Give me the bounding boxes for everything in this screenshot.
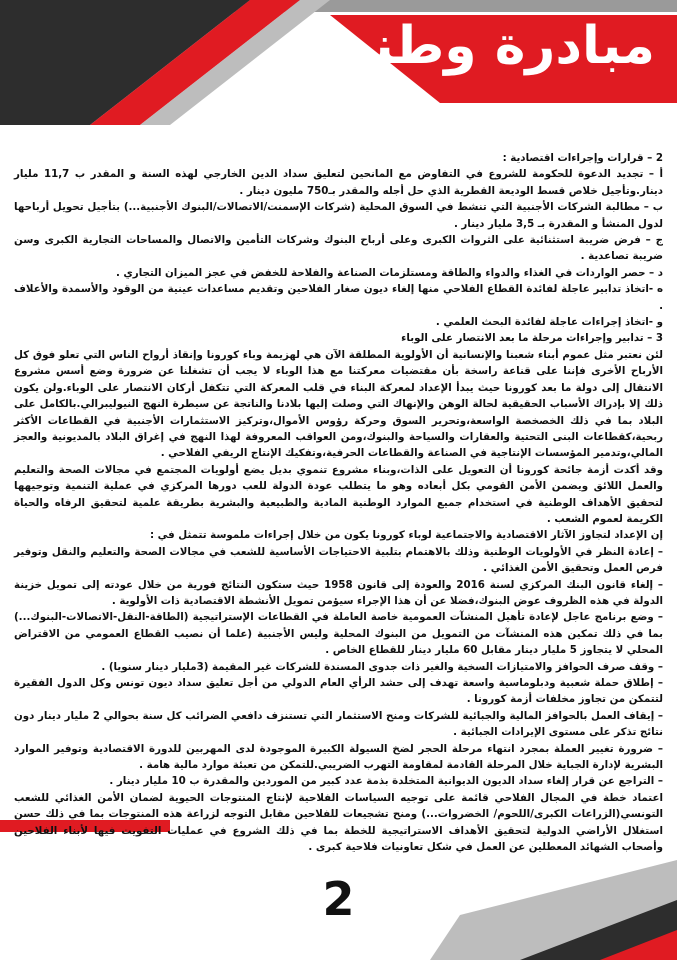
- section-heading: 3 – تدابير وإجراءات مرحلة ما بعد الانتصار على الوباء: [401, 332, 663, 345]
- paragraph: اعتماد خطة في المجال الفلاحي قائمة على توجيه السياسات الفلاحية لإنتاج المنتوجات الحيوية لضمان الأمن الغذائي للشعب التونسي(الزراعات الكبرى/اللحوم/ الخضروات...) ومنح تشجيعات للفلاحين مقابل التوجه لزراعة هذه المنتوجات بما في ذلك حسن استغلال الأراضي الدولية لتحقيق الأهداف الاستراتيجية للخطة بما في ذلك الشروع في عمليات التفويت فيها لأبناء الفلاحين وأصحاب الشهائد المعطلين عن العمل في شكل تعاونيات فلاحية كبرى .: [14, 791, 663, 854]
- page-number: 2: [322, 872, 355, 926]
- list-item: – وضع برنامج عاجل لإعادة تأهيل المنشآت العمومية خاصة العاملة في القطاعات الإستراتيجية (الطاقة-النقل-الاتصالات-البنوك...) بما في ذلك تمكين هذه المنشآت من التمويل من البنوك المحلية وليس الأجنبية (علما أن نصيب القطاع العمومي من الاقتراض المحلي لا يتجاوز 5 مليار دينار مقابل 60 مليار دينار للقطاع الخاص .: [14, 611, 663, 657]
- article-body: [14, 150, 663, 855]
- paragraph: و -اتخاذ إجراءات عاجلة لفائدة البحث العلمي .: [435, 316, 663, 329]
- paragraph: ه -اتخاذ تدابير عاجلة لفائدة القطاع الفلاحي منها إلغاء ديون صغار الفلاحين وتقديم مساعدات عينية من الوقود والأسمدة والأعلاف .: [14, 283, 663, 312]
- page-title: مبادرة وطنية: [321, 16, 655, 76]
- section-heading: 2 – قرارات وإجراءات اقتصادية :: [502, 152, 663, 164]
- paragraph: ج – فرض ضريبة استثنائية على الثروات الكبرى وعلى أرباح البنوك وشركات التأمين والاتصال والمساحات التجارية الكبرى وسن ضريبة تصاعدية .: [14, 234, 663, 263]
- list-item: – إطلاق حملة شعبية ودبلوماسية واسعة تهدف إلى حشد الرأي العام الدولي من أجل تعليق سداد ديون تونس وكل الدول الفقيرة لتتمكن من تجاوز مخلفات أزمة كورونا .: [14, 677, 663, 706]
- list-item: – إيقاف العمل بالحوافز المالية والجبائية للشركات ومنح الاستثمار التي تستنزف دافعي الضرائب كل سنة بحوالي 2 مليار دينار دون نتائج تذكر على مستوى الإيرادات الجبائية .: [14, 709, 663, 739]
- list-item: – التراجع عن قرار إلغاء سداد الديون الديوانية المتخلدة بذمة عدد كبير من الموردين والمقدرة ب 10 مليار دينار .: [109, 775, 663, 788]
- list-item: – إعادة النظر في الأولويات الوطنية وذلك بالاهتمام بتلبية الاحتياجات الأساسية للشعب في مجالات الصحة والتعليم والنقل وتوفير فرص العمل وتحقيق الأمن الغذائي .: [14, 545, 663, 575]
- list-item: – وقف صرف الحوافز والامتيازات السخية والغير ذات جدوى المسندة للشركات غير المقيمة (3مليار دينار سنويا) .: [101, 660, 663, 673]
- paragraph: د – حصر الواردات في الغذاء والدواء والطاقة ومستلزمات الصناعة والفلاحة للخفض في عجز الميزان التجاري .: [115, 266, 663, 279]
- paragraph: ب – مطالبة الشركات الأجنبية التي تنشط في السوق المحلية (شركات الإسمنت/الاتصالات/البنوك الأجنبية...) بتأجيل تحويل أرباحها لدول المنشأ و المقدرة بـ 3,5 مليار دينار .: [14, 201, 663, 230]
- paragraph: لئن نعتبر مثل عموم أبناء شعبنا والإنسانية أن الأولوية المطلقة الآن هي لهزيمة وباء كورونا وإنقاذ أرواح الناس التي تعلو فوق كل الأرباح الأخرى فإننا على قناعة راسخة بأن مقتضيات معركتنا مع هذا الوباء لا يجب أن تشغلنا عن ضرورة وضع أسس مشروع الانتقال إلى دولة ما بعد كورونا حيث يبدأ الإعداد لمعركة البناء في قلب المعركة التي تتكفل أركان الانتصار على الوباء.ولن يكون ذلك إلا بإدراك الأسباب الحقيقية لحالة الوهن والإنهاك التي وصلت إليها بلادنا والناتجة عن سيطرة النهج النيوليبرالي.بالكامل على البلاد بما في ذلك الخصخصة الواسعة،وتحرير السوق وحركة رؤوس الأموال،وتركيز الاستثمارات الأجنبية في القطاعات الأكثر ربحية،كقطاعات البنى التحتية والعقارات والسياحة والبنوك،ومن العواقب المعروفة لهذا النهج في إغراق البلاد بالمديونية والعجز المالي،وتدمير المؤسسات الإنتاجية في الصناعة والقطاعات الحرفية،وتفكيك الإنتاج الريفي الفلاحي .: [14, 348, 663, 460]
- paragraph: إن الإعداد لتجاوز الآثار الاقتصادية والاجتماعية لوباء كورونا يكون من خلال إجراءات ملموسة تتمثل في :: [149, 529, 663, 542]
- list-item: – إلغاء قانون البنك المركزي لسنة 2016 والعودة إلى قانون 1958 حيث ستكون النتائج فورية من خلال عودته إلى تمويل خزينة الدولة في هذه الظروف عوض البنوك،فضلا عن أن هذا الإجراء سيؤمن تمويل الأنشطة الاقتصادية ذات الأولوية .: [14, 578, 663, 607]
- paragraph: وقد أكدت أزمة جائحة كورونا أن التعويل على الذات،وبناء مشروع تنموي بديل يضع أولويات المجتمع في مجالات الصحة والتعليم والعمل اللائق ويضمن الأمن القومي بكل أبعاده وهو ما يتطلب عودة الدولة للعب دورها المركزي في عملية التنمية وتوجيهها لتحقيق الأهداف الوطنية في استخدام جميع الموارد الوطنية المادية والطبيعية والبشرية بطريقة علمية لتحقيق الرفاه والحياة الكريمة لعموم الشعب .: [14, 463, 663, 525]
- list-item: – ضرورة تغيير العملة بمجرد انتهاء مرحلة الحجر لضخ السيولة الكبيرة الموجودة لدى المهربين للدورة الاقتصادية وتوفير الموارد البشرية لإدارة الجباية خلال المرحلة القادمة لمقاومة التهرب الضريبي.للتمكن من تعبئة موارد مالية هامة .: [14, 742, 663, 772]
- paragraph: أ – تجديد الدعوة للحكومة للشروع في التفاوض مع المانحين لتعليق سداد الدين الخارجي لهذه السنة و المقدر ب 11,7 مليار دينار.وتأجيل خلاص قسط الوديعة القطرية الذي حل أجله والمقدر بـ750 مليون دينار .: [14, 168, 663, 197]
